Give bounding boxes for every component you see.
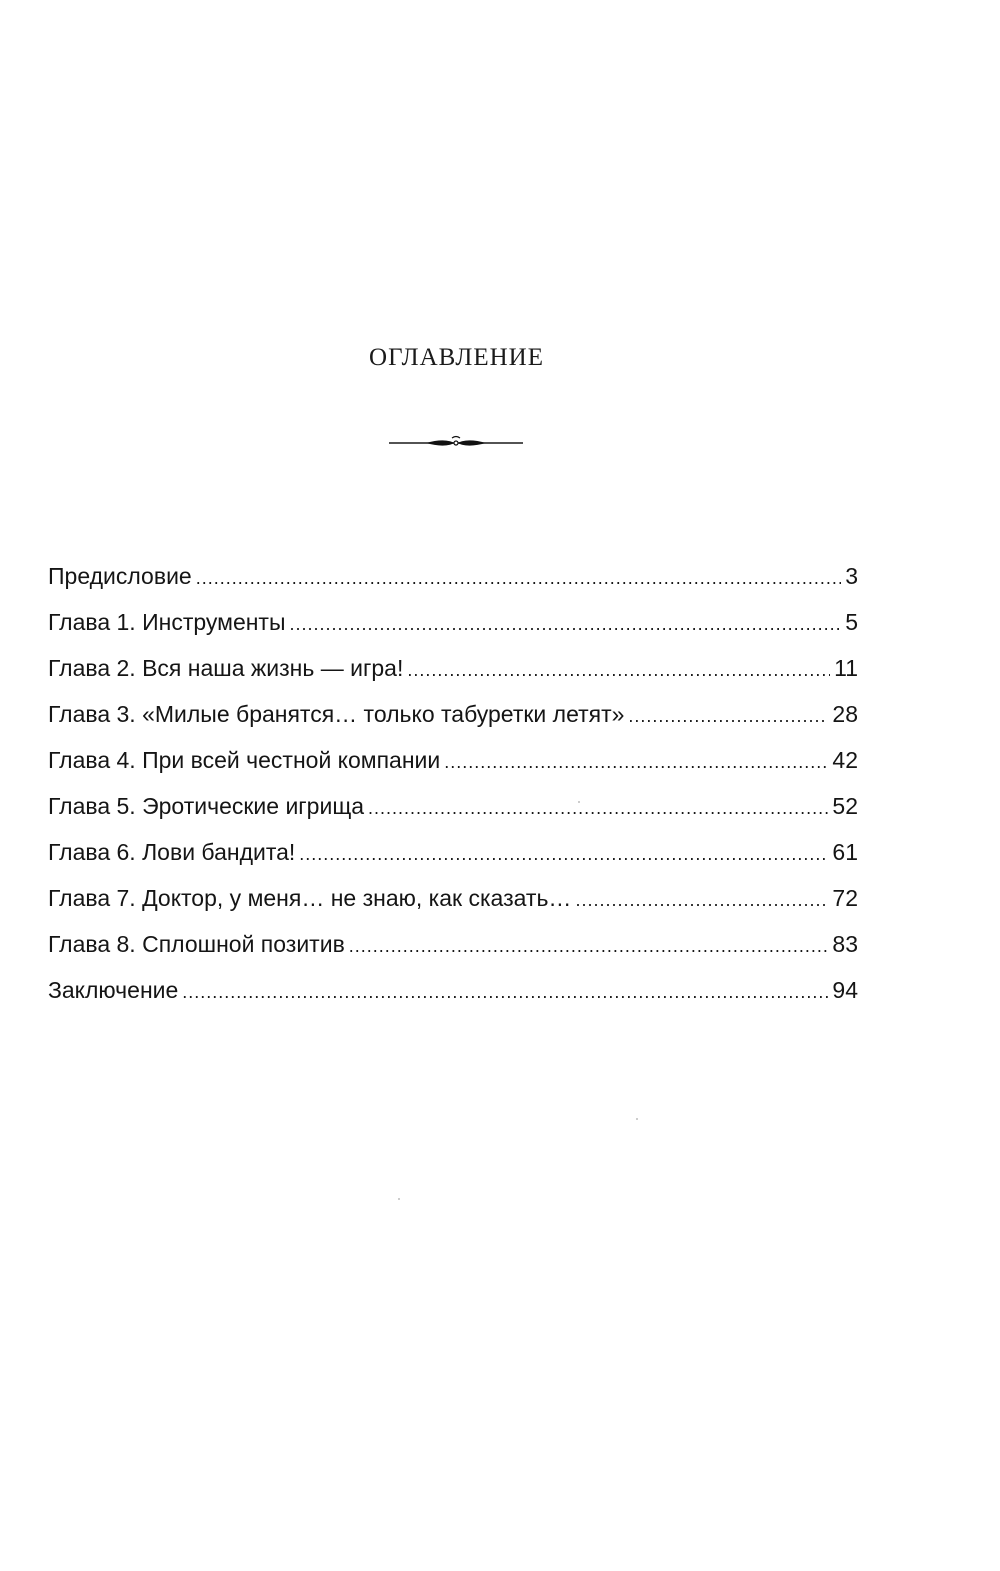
toc-entry-chapter-4[interactable]	[48, 747, 858, 793]
toc-entry-chapter-3[interactable]	[48, 701, 858, 747]
toc-dot-leader	[407, 660, 830, 681]
toc-entry-page: 94	[832, 977, 858, 1003]
ornamental-divider-icon	[388, 432, 524, 454]
toc-entry-chapter-2[interactable]	[48, 655, 858, 701]
toc-entry-page: 72	[832, 885, 858, 911]
toc-entry-conclusion[interactable]	[48, 977, 858, 1023]
toc-entry-page: 52	[832, 793, 858, 819]
toc-dot-leader	[368, 798, 828, 819]
toc-entry-chapter-5[interactable]	[48, 793, 858, 839]
toc-dot-leader	[182, 982, 828, 1003]
toc-entry-page: 83	[832, 931, 858, 957]
toc-dot-leader	[575, 890, 828, 911]
toc-entry-title: Глава 7. Доктор, у меня… не знаю, как сказать…	[48, 885, 572, 911]
toc-dot-leader	[299, 844, 828, 865]
toc-entry-page: 5	[845, 609, 858, 635]
toc-entry-page: 61	[832, 839, 858, 865]
toc-entry-page: 28	[832, 701, 858, 727]
toc-entry-preface[interactable]	[48, 563, 858, 609]
toc-entry-title: Глава 5. Эротические игрища	[48, 793, 365, 819]
paper-speck	[636, 1118, 638, 1120]
toc-dot-leader	[290, 614, 842, 635]
toc-dot-leader	[444, 752, 828, 773]
page-title: ОГЛАВЛЕНИЕ	[369, 344, 544, 371]
toc-entry-chapter-8[interactable]	[48, 931, 858, 977]
table-of-contents	[48, 563, 858, 1023]
toc-entry-page: 11	[834, 655, 858, 681]
toc-entry-title: Заключение	[48, 977, 179, 1003]
toc-entry-page: 42	[832, 747, 858, 773]
toc-entry-title: Глава 3. «Милые бранятся… только табуретки летят»	[48, 701, 625, 727]
toc-entry-chapter-1[interactable]	[48, 609, 858, 655]
toc-entry-title: Глава 4. При всей честной компании	[48, 747, 441, 773]
toc-entry-chapter-7[interactable]	[48, 885, 858, 931]
paper-speck	[578, 801, 580, 803]
toc-entry-title: Глава 2. Вся наша жизнь — игра!	[48, 655, 404, 681]
toc-entry-title: Глава 8. Сплошной позитив	[48, 931, 345, 957]
toc-dot-leader	[628, 706, 828, 727]
toc-dot-leader	[196, 568, 841, 589]
toc-entry-page: 3	[845, 563, 858, 589]
toc-entry-title: Предисловие	[48, 563, 192, 589]
toc-entry-title: Глава 6. Лови бандита!	[48, 839, 296, 865]
toc-entry-title: Глава 1. Инструменты	[48, 609, 286, 635]
paper-speck	[398, 1198, 400, 1200]
toc-entry-chapter-6[interactable]	[48, 839, 858, 885]
toc-dot-leader	[349, 936, 829, 957]
